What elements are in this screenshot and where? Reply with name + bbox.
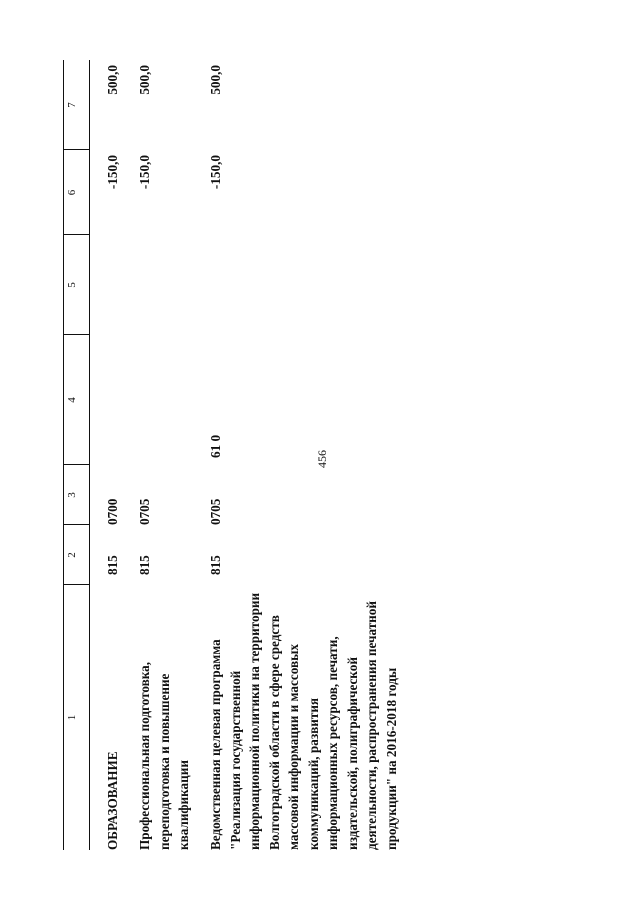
budget-table [55,60,635,850]
row-amount-7: 500,0 [137,65,152,95]
row-amount-7: 500,0 [208,65,223,95]
row-amount-7: 500,0 [105,65,120,95]
column-header-1: 1 [66,714,78,721]
row-code-4: 61 0 [208,434,223,458]
row-amount-6: -150,0 [137,155,152,190]
header-bottom-rule [89,60,90,850]
row-code-3: 0705 [208,498,223,525]
row-code-2: 815 [208,555,223,575]
column-header-2: 2 [66,552,78,558]
column-header-6: 6 [66,189,78,196]
column-header-4: 4 [66,397,78,403]
row-name-departmental-program: Ведомственная целевая программа "Реализация государственной информационной политики на территории Волгоградской области в сфере средств массовой информации и массовых коммуникаций, развития информационных ресурсов, печати, издательской, полиграфической деятельности, распространения печатной продукции" на 2016-2018 годы [208,592,399,850]
row-code-2: 815 [137,555,152,575]
row-amount-6: -150,0 [208,155,223,190]
column-header-5: 5 [66,282,78,288]
header-top-rule [63,60,64,850]
column-header-7: 7 [66,102,78,108]
row-code-3: 0705 [137,498,152,525]
row-name-education: ОБРАЗОВАНИЕ [105,751,120,850]
row-amount-6: -150,0 [105,155,120,190]
row-code-2: 815 [105,555,120,575]
row-code-3: 0700 [105,498,120,525]
page-number: 456 [315,450,329,468]
row-name-professional-training: Профессиональная подготовка, переподготовка и повышение квалификации [137,661,191,850]
column-header-3: 3 [66,492,78,498]
